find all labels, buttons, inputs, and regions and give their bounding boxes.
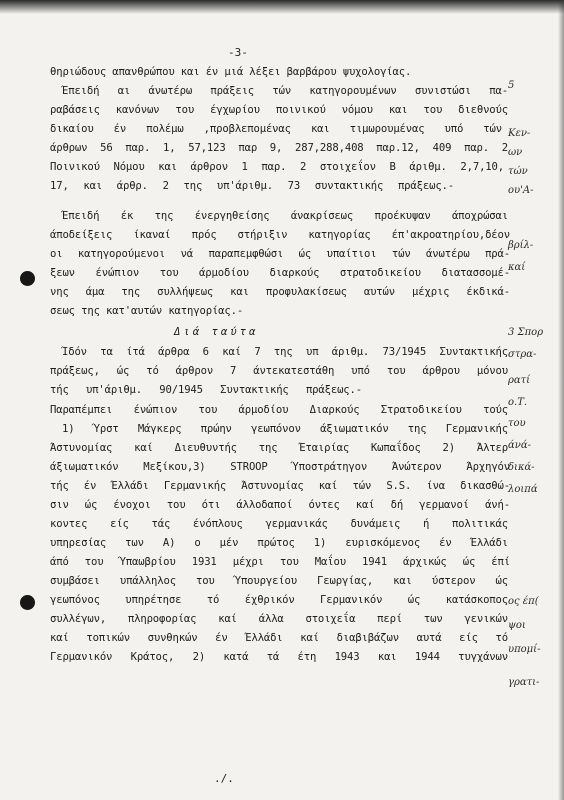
margin-note: ων	[508, 147, 523, 158]
text-line: συλλέγων, πληροφορίας καί άλλα στοιχεΐα περί των γενικών	[50, 613, 508, 625]
text-line: θηριώδους απανθρώπου και έν μιά λέξει βαρβάρου ψυχολογίας.	[50, 66, 412, 78]
scan-right-edge	[558, 0, 564, 800]
text-line: οι κατηγορούμενοι νά παραπεμφθώσι ώς υπαίτιοι τών άνωτέρω πρά-	[50, 248, 510, 260]
margin-note: βρίλ-	[508, 240, 534, 251]
margin-note: καί	[508, 262, 526, 273]
text-line: άποδείξεις ίκαναί πρός στήριξιν κατηγορίας έπ'ακροατηρίου,δέον	[50, 229, 510, 241]
text-line: Έπειδή έκ της ένεργηθείσης άνακρίσεως προέκυψαν άποχρώσαι	[62, 210, 508, 222]
text-line: Ίδόν τα ίτά άρθρα 6 καί 7 της υπ άριθμ. 73/1945 Συντακτικής	[62, 346, 508, 358]
text-line: τής υπ'άριθμ. 90/1945 Συντακτικής πράξεως.-	[50, 384, 362, 396]
margin-note: του	[508, 418, 526, 429]
text-line: ξεων ένώπιον του άρμοδίου διαρκούς στρατοδικείου διατασσομέ-	[50, 267, 510, 279]
text-line: Ποινικού Νόμου και άρθρον 1 παρ. 2 στοιχεΐον Β άριθμ. 2,7,10,	[50, 161, 504, 173]
margin-note: 3 Σπορ	[508, 327, 544, 338]
text-line: κοντες είς τάς ένόπλους γερμανικάς δυνάμεις ή πολιτικάς	[50, 518, 508, 530]
text-line: γεωπόνος υπηρέτησε τό έχθρικόν Γερμανικόν ώς κατάσκοπος	[50, 594, 508, 606]
text-line: Άστυνομίας καί Διευθυντής της Έταιρίας Κωπαΐδος 2) Άλτερ	[50, 442, 508, 454]
margin-note: γρατι-	[508, 677, 540, 688]
punch-hole-lower	[20, 595, 35, 610]
text-line: σιν ώς ένοχοι του ότι άλλοδαποί όντες καί δή γερμανοί άνή-	[50, 499, 510, 511]
margin-note: ου'Α-	[508, 185, 534, 196]
punch-hole-upper	[20, 271, 35, 286]
margin-note: Κεν-	[508, 128, 531, 139]
text-line: υπηρεσίας των Α) ο μέν πρώτος 1) ευρισκόμενος έν Έλλάδι	[50, 537, 508, 549]
margin-note: ρατί	[508, 375, 531, 386]
text-line: δικαίου έν πολέμω ,προβλεπομένας και τιμωρουμένας υπό τών	[50, 123, 502, 135]
scan-top-edge	[0, 0, 564, 14]
margin-note: ψοι	[508, 620, 526, 631]
text-line: νης άμα της συλλήψεως και προφυλακίσεως αυτών μέχρις έκδικά-	[50, 286, 510, 298]
text-line: 1) Ύρστ Μάγκερς πρώην γεωπόνον άξιωματικόν της Γερμανικής	[62, 423, 508, 435]
text-line: πράξεως, ώς τό άρθρον 7 άντεκατεστάθη υπό του άρθρου μόνου	[50, 365, 508, 377]
text-line: Γερμανικόν Κράτος, 2) κατά τά έτη 1943 και 1944 τυγχάνων	[50, 651, 508, 663]
text-line: άρθρων 56 παρ. 1, 57,123 παρ 9, 287,288,408 παρ.12, 409 παρ. 2	[50, 142, 508, 154]
text-line: ραβάσεις κανόνων του έγχωρίου ποινικού νόμου και του διεθνούς	[50, 104, 508, 116]
margin-note: 5	[508, 80, 515, 91]
margin-note: ο.Τ.	[508, 397, 528, 408]
text-line: άξιωματικόν Μεξίκου,3) STROOP Ύποστράτηγον Άνώτερον Άρχηγόν	[50, 461, 510, 473]
text-line: συμβάσει υπάλληλος του Ύπουργείου Γεωργίας, και ύστερον ώς	[50, 575, 508, 587]
text-line: Έπειδή αι άνωτέρω πράξεις τών κατηγορουμένων συνιστώσι πα-	[62, 85, 508, 97]
margin-note: δικά-	[508, 462, 535, 473]
text-line: Παραπέμπει ένώπιον του άρμοδίου Διαρκούς Στρατοδικείου τούς	[50, 404, 508, 416]
section-heading: Διά ταύτα	[174, 326, 259, 338]
text-line: τής έν Έλλάδι Γερμανικής Άστυνομίας καί τών S.S. ίνα δικασθώ-	[50, 480, 510, 492]
margin-note: λοιπά	[508, 484, 538, 495]
text-line: 17, και άρθρ. 2 της υπ'άριθμ. 73 συντακτικής πράξεως.-	[50, 180, 454, 192]
text-line: άπό του Ύπαωβρίου 1931 μέχρι του Μαΐου 1941 άρχικώς ώς έπί	[50, 556, 510, 568]
margin-note: στρα-	[508, 349, 537, 360]
page-number: -3-	[228, 46, 248, 59]
continuation-mark: ./.	[214, 772, 234, 785]
margin-note: τών	[508, 166, 528, 177]
margin-note: ος έπ(	[508, 596, 539, 607]
text-line: σεως της κατ'αυτών κατηγορίας.-	[50, 305, 244, 317]
margin-note: άνά-	[508, 440, 531, 451]
text-line: καί τοπικών συνθηκών έν Έλλάδι καί διαβιβάζων αυτά είς τό	[50, 632, 508, 644]
margin-note: υπομί-	[508, 644, 541, 655]
